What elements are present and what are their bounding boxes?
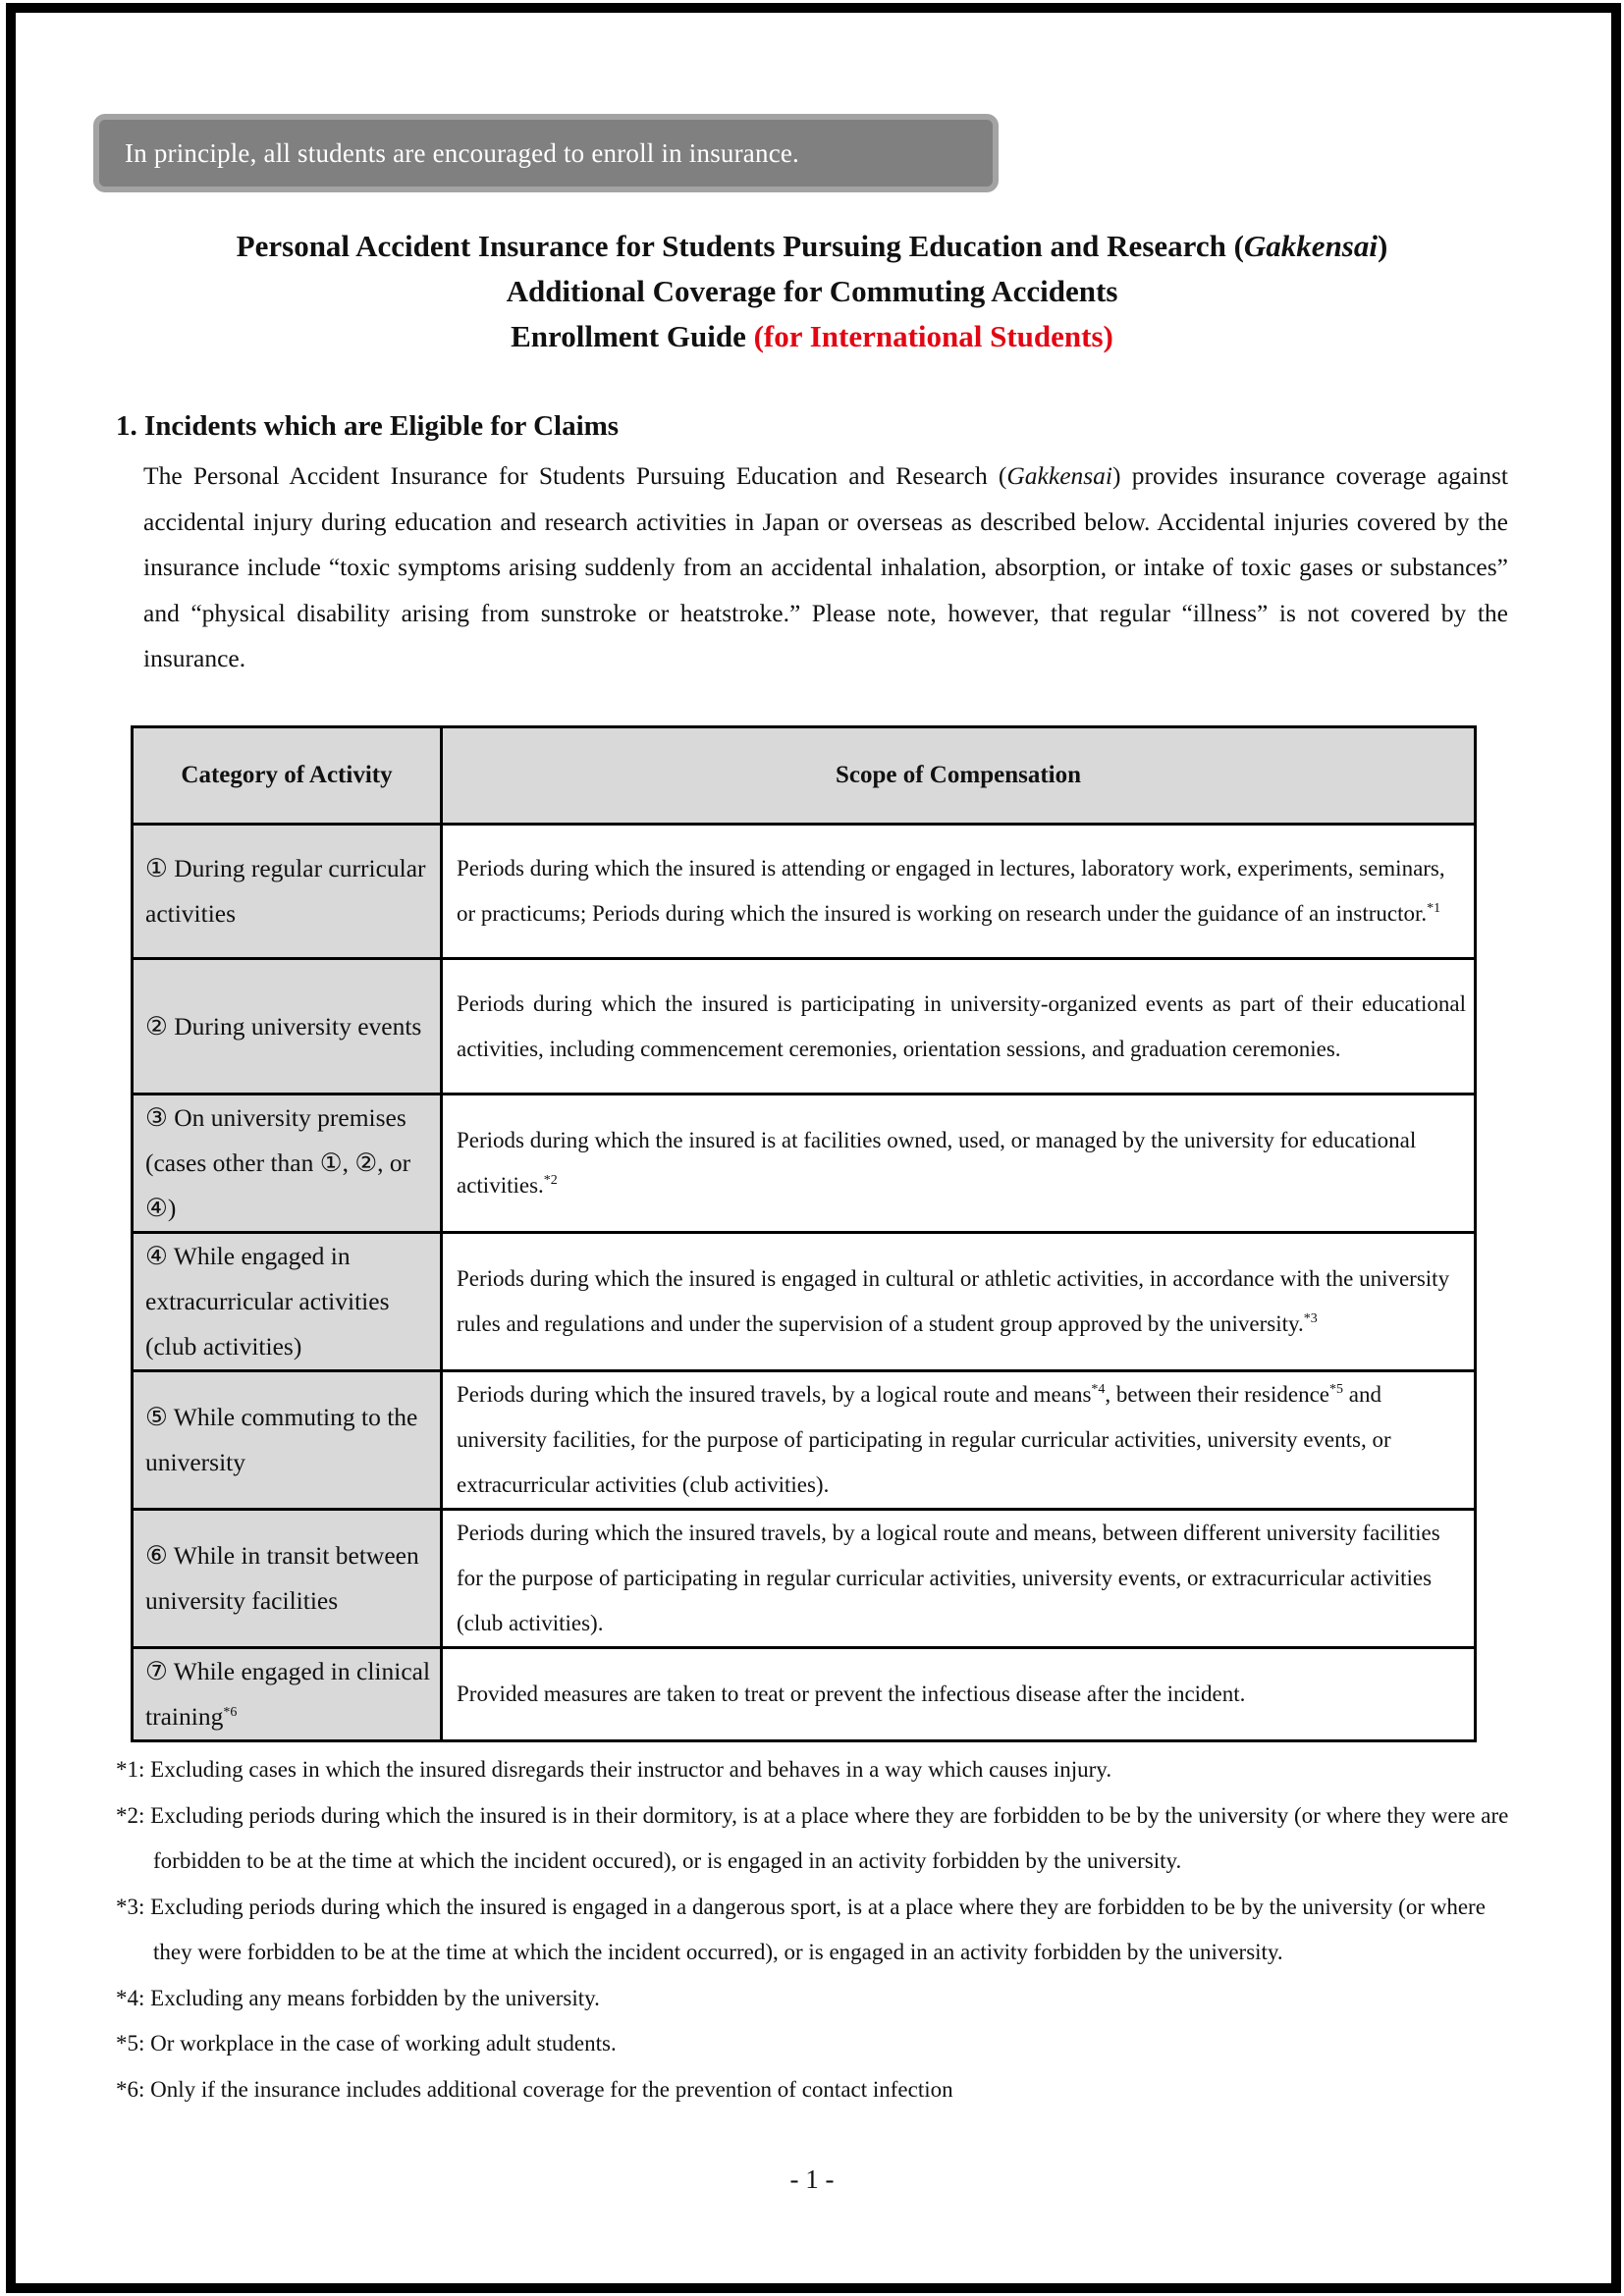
- document-title: [0, 224, 1624, 359]
- section-heading: 1. Incidents which are Eligible for Claims: [116, 410, 620, 442]
- page-number: - 1 -: [789, 2164, 835, 2194]
- compensation-scope: Periods during which the insured travels, by a logical route and means$^{*4}$, between their residence$^{*5}$ and university facilities, for the purpose of participating in regular curricular activities, university events, or extracurricular activities (club activities).: [442, 1371, 1476, 1510]
- intro-paragraph: The Personal Accident Insurance for Students Pursuing Education and Research (Gakkensai) provides insurance coverage against accidental injury during education and research activities in Japan or overseas as described below. Accidental injuries covered by the insurance include “toxic symptoms arising suddenly from an accidental inhalation, absorption, or intake of toxic gases or substances” and “physical disability arising from sunstroke or heatstroke.” Please note, however, that regular “illness” is not covered by the insurance.: [143, 461, 1508, 672]
- activity-category: ⑤ While commuting to the university: [133, 1371, 442, 1510]
- enrollment-notice-banner: [93, 114, 999, 192]
- table-row: [133, 1371, 1476, 1510]
- footnote-4: *4: Excluding any means forbidden by the university.: [116, 1985, 600, 2010]
- compensation-scope-table: [131, 725, 1477, 1742]
- activity-category: ⑥ While in transit between university facilities: [133, 1510, 442, 1648]
- gakkensai-term: Gakkensai: [1243, 229, 1378, 263]
- title-line-1: Personal Accident Insurance for Students Pursuing Education and Research (Gakkensai): [236, 229, 1388, 263]
- footnote-ref: *2: [543, 1173, 558, 1188]
- table-row: [133, 1233, 1476, 1371]
- footnote-2: *2: Excluding periods during which the insured is in their dormitory, is at a place where they are forbidden to be by the university (or where they were are forbidden to be at the time at which the incident occured), or is engaged in an activity forbidden by the university.: [116, 1802, 1509, 1873]
- banner-text: In principle, all students are encouraged to enroll in insurance.: [125, 137, 800, 168]
- table-row: [133, 1648, 1476, 1741]
- table-row: [133, 1095, 1476, 1233]
- compensation-scope: Periods during which the insured travels, by a logical route and means, between different university facilities for the purpose of participating in regular curricular activities, university events, or extracurricular activities (club activities).: [442, 1510, 1476, 1648]
- activity-category: ⑦ While engaged in clinical training$^{*6}$: [133, 1648, 442, 1741]
- activity-category: ① During regular curricular activities: [133, 825, 442, 959]
- activity-category: ② During university events: [133, 959, 442, 1095]
- table-row: [133, 825, 1476, 959]
- footnote-ref: *3: [1303, 1311, 1318, 1326]
- title-line-3: Enrollment Guide (for International Students): [511, 319, 1113, 353]
- activity-category: ③ On university premises (cases other than ①, ②, or ④): [133, 1095, 442, 1233]
- footnote-ref: *1: [1427, 901, 1441, 916]
- footnote-ref: *4: [1091, 1382, 1106, 1397]
- table-header-row: [133, 727, 1476, 825]
- column-header-scope: Scope of Compensation: [442, 727, 1476, 825]
- footnote-ref: *6: [223, 1705, 238, 1720]
- international-students-label: (for International Students): [753, 319, 1113, 353]
- compensation-scope: Periods during which the insured is at facilities owned, used, or managed by the university for educational activities.$^{*2}$: [442, 1095, 1476, 1233]
- table-row: [133, 1510, 1476, 1648]
- compensation-scope: Periods during which the insured is attending or engaged in lectures, laboratory work, experiments, seminars, or practicums; Periods during which the insured is working on research under the guidance of an instructor.$^{*1}$: [442, 825, 1476, 959]
- footnote-3: *3: Excluding periods during which the insured is engaged in a dangerous sport, is at a place where they are forbidden to be by the university (or where they were forbidden to be at the time at which the incident occurred), or is engaged in an activity forbidden by the university.: [116, 1894, 1486, 1964]
- activity-category: ④ While engaged in extracurricular activities (club activities): [133, 1233, 442, 1371]
- compensation-scope: Periods during which the insured is participating in university-organized events as part of their educational activities, including commencement ceremonies, orientation sessions, and graduation ceremonies.: [442, 959, 1476, 1095]
- title-line-2: Additional Coverage for Commuting Accidents: [506, 274, 1118, 308]
- compensation-scope: Provided measures are taken to treat or prevent the infectious disease after the incident.: [442, 1648, 1476, 1741]
- footnote-5: *5: Or workplace in the case of working adult students.: [116, 2031, 617, 2056]
- footnote-1: *1: Excluding cases in which the insured disregards their instructor and behaves in a way which causes injury.: [116, 1757, 1112, 1782]
- column-header-category: Category of Activity: [133, 727, 442, 825]
- footnote-ref: *5: [1329, 1382, 1344, 1397]
- footnote-6: *6: Only if the insurance includes additional coverage for the prevention of contact infection: [116, 2076, 953, 2102]
- table-row: [133, 959, 1476, 1095]
- compensation-scope: Periods during which the insured is engaged in cultural or athletic activities, in accordance with the university rules and regulations and under the supervision of a student group approved by the university.$^{*3}$: [442, 1233, 1476, 1371]
- footnotes: [116, 1747, 1510, 2112]
